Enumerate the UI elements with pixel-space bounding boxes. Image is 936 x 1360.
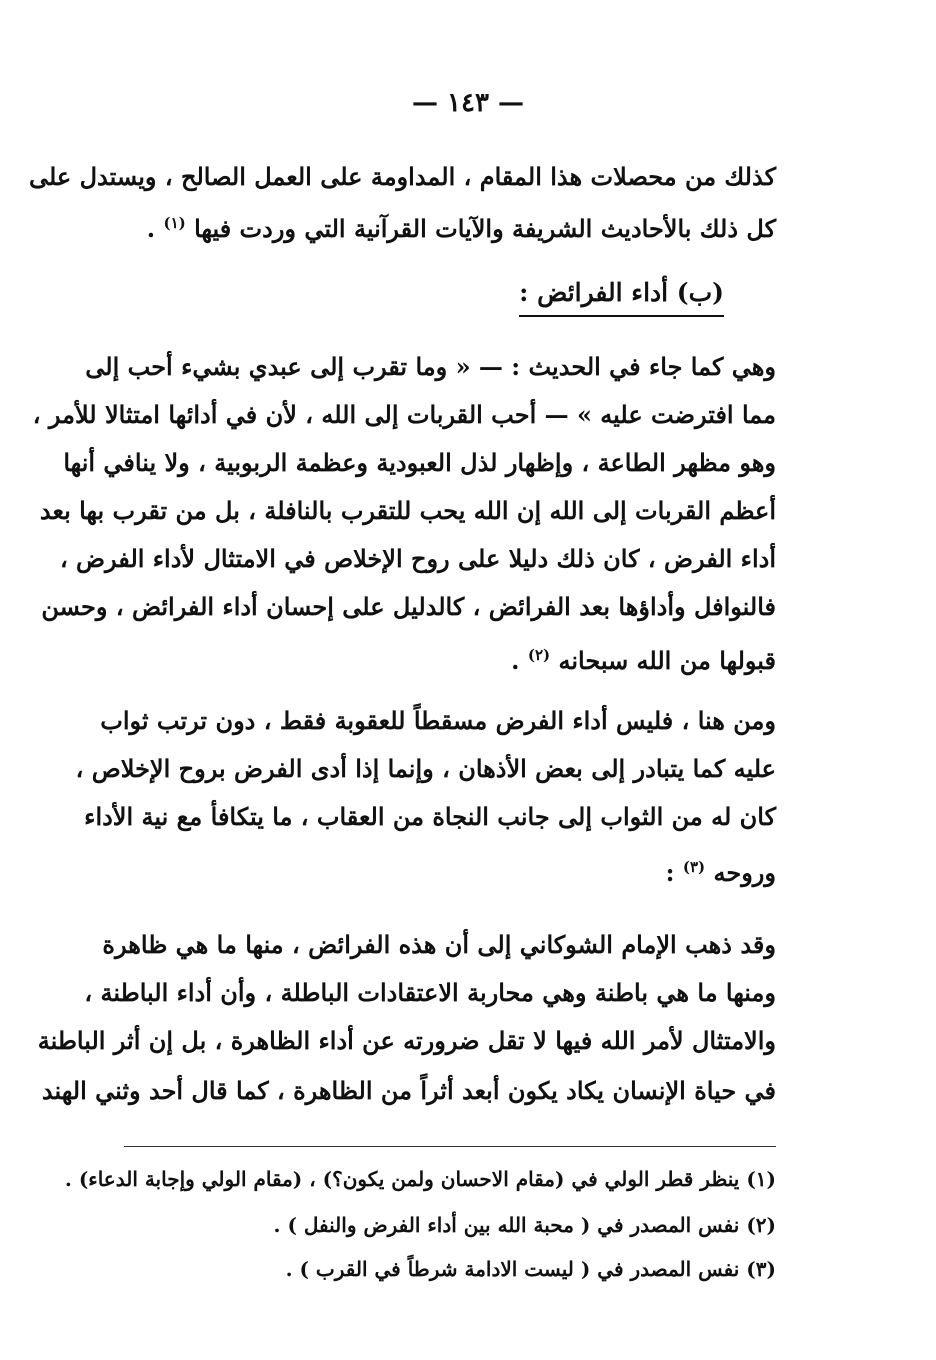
footnote-divider [124, 1146, 776, 1147]
line-end: : [665, 858, 675, 887]
footnote-ref: (١) [163, 214, 186, 232]
body-line-text: قبولها من الله سبحانه [558, 646, 776, 675]
body-line-text: كل ذلك بالأحاديث الشريفة والآيات القرآنية التي وردت فيها [194, 214, 776, 243]
body-line: وقد ذهب الإمام الشوكاني إلى أن هذه الفرائض ، منها ما هي ظاهرة [102, 930, 776, 959]
body-line: وهو مظهر الطاعة ، وإظهار لذل العبودية وعظمة الربوبية ، ولا ينافي أنها [63, 448, 776, 477]
body-line: كان له من الثواب إلى جانب النجاة من العقاب ، ما يتكافأ مع نية الأداء [84, 802, 776, 831]
body-line: مما افترضت عليه » — أحب القربات إلى الله ، لأن في أدائها امتثالا للأمر ، [32, 400, 776, 429]
line-end: . [146, 214, 156, 243]
body-line: كذلك من محصلات هذا المقام ، المداومة على العمل الصالح ، ويستدل على [28, 162, 776, 191]
footnote-ref: (٣) [682, 858, 706, 876]
footnote-ref: (٢) [527, 646, 551, 664]
footnote: (٣) نفس المصدر في ( ليست الادامة شرطاً في القرب ) . [285, 1257, 776, 1281]
section-heading: (ب) أداء الفرائض : [519, 278, 724, 317]
body-line: أداء الفرض ، كان ذلك دليلا على روح الإخلاص في الامتثال لأداء الفرض ، [59, 544, 776, 573]
body-line [146, 206, 776, 246]
body-line: ومن هنا ، فليس أداء الفرض مسقطاً للعقوبة فقط ، دون ترتب ثواب [100, 706, 776, 735]
footnote: (١) ينظر قطر الولي في (مقام الاحسان ولمن يكون؟) ، (مقام الولي وإجابة الدعاء) . [64, 1167, 776, 1191]
body-line [156, 638, 776, 678]
body-line: أعظم القربات إلى الله إن الله يحب للتقرب بالنافلة ، بل من تقرب بها بعد [39, 496, 776, 525]
body-line: وهي كما جاء في الحديث : — « وما تقرب إلى عبدي بشيء أحب إلى [85, 352, 776, 381]
body-line: والامتثال لأمر الله فيها لا تقل ضرورته عن أداء الظاهرة ، بل إن أثر الباطنة [37, 1026, 776, 1055]
body-line [156, 850, 776, 890]
footnote: (٢) نفس المصدر في ( محبة الله بين أداء الفرض والنفل ) . [273, 1213, 776, 1237]
body-line-text: وروحه [713, 858, 776, 887]
body-line: عليه كما يتبادر إلى بعض الأذهان ، وإنما إذا أدى الفرض بروح الإخلاص ، [75, 754, 776, 783]
body-line: فالنوافل وأداؤها بعد الفرائض ، كالدليل على إحسان أداء الفرائض ، وحسن [41, 592, 776, 621]
line-end: . [511, 646, 520, 675]
body-line: في حياة الإنسان يكاد يكون أبعد أثراً من الظاهرة ، كما قال أحد وثني الهند [41, 1076, 776, 1105]
page-number: — ١٤٣ — [411, 88, 525, 118]
body-line: ومنها ما هي باطنة وهي محاربة الاعتقادات الباطلة ، وأن أداء الباطنة ، [84, 978, 776, 1007]
